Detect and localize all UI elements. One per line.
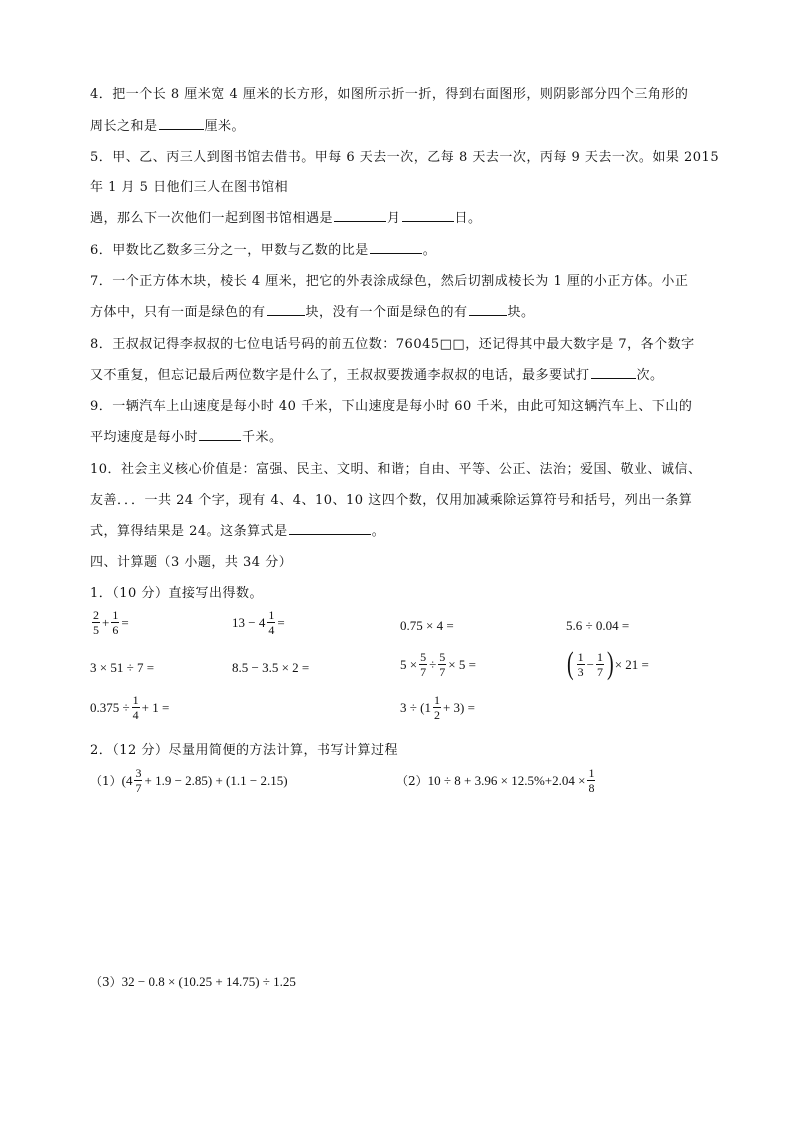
q8-line1: 8．王叔叔记得李叔叔的七位电话号码的前五位数：76045□□，还记得其中最大数字是 7，各个数字: [90, 337, 695, 352]
answer-blank[interactable]: [370, 241, 422, 254]
q8-end: 次。: [636, 368, 664, 383]
expr-2: 13 − 4 $\frac{1}{4}$ =: [232, 608, 285, 637]
q7-text-mid: 块，没有一个面是绿色的有: [305, 305, 468, 320]
q5-text: 遇，那么下一次他们一起到图书馆相遇是: [90, 211, 334, 226]
q10-line1: 10．社会主义核心价值是：富强、民主、文明、和谐；自由、平等、公正、法治；爱国、敬业、诚信、: [90, 462, 702, 477]
q5-line1: 5．甲、乙、丙三人到图书馆去借书。甲每 6 天去一次，乙每 8 天去一次，丙每 9 天去一次。如果 2015: [90, 150, 720, 165]
expr-7: 5 × $\frac{5}{7}$ ÷ $\frac{5}{7}$ × 5 =: [400, 650, 476, 679]
q7-line1: 7．一个正方体木块，棱长 4 厘米，把它的外表涂成绿色，然后切割成棱长为 1 厘的小正方体。小正: [90, 274, 689, 289]
q6-text: 6．甲数比乙数多三分之一，甲数与乙数的比是: [90, 243, 369, 258]
q9-text: 平均速度是每小时: [90, 430, 199, 445]
q5-month: 月: [387, 211, 401, 226]
problem1-title: 1．（10 分）直接写出得数。: [90, 586, 263, 601]
q6-end: 。: [422, 243, 437, 258]
q7-end: 块。: [507, 305, 535, 320]
answer-blank-day[interactable]: [402, 209, 454, 222]
q10-text: 式，算得结果是 24。这条算式是: [90, 524, 288, 539]
answer-blank-month[interactable]: [334, 209, 386, 222]
answer-blank-no-face[interactable]: [469, 303, 507, 316]
q5-line3: [90, 207, 482, 226]
answer-blank[interactable]: [199, 428, 241, 441]
q8-text: 又不重复，但忘记最后两位数字是什么了，王叔叔要拨通李叔叔的电话，最多要试打: [90, 368, 590, 383]
answer-blank[interactable]: [289, 522, 371, 535]
problem2-title: 2．（12 分）尽量用简便的方法计算，书写计算过程: [90, 743, 398, 758]
calc-3: （3） 32 − 0.8 × (10.25 + 14.75) ÷ 1.25: [90, 973, 296, 989]
q4-line2: [90, 115, 245, 134]
q8-line2: [90, 364, 664, 383]
expr-9: 0.375 ÷ $\frac{1}{4}$ + 1 =: [90, 693, 170, 722]
calc-1: （1） (4 $\frac{3}{7}$ + 1.9 − 2.85) + (1.1 − 2.15): [90, 766, 288, 795]
section-heading: 四、计算题（3 小题，共 34 分）: [90, 555, 293, 570]
q6-line: [90, 239, 436, 258]
answer-blank[interactable]: [591, 366, 636, 379]
q4-text: 周长之和是: [90, 119, 158, 134]
q5-line2: 年 1 月 5 日他们三人在图书馆相: [90, 180, 289, 195]
expr-1: $\frac{2}{5}$ + $\frac{1}{6}$ =: [93, 608, 129, 637]
calc-2: （2） 10 ÷ 8 + 3.96 × 12.5%+2.04 × $\frac{1}{8}$: [396, 766, 595, 795]
q7-line2: [90, 301, 535, 320]
q9-end: 千米。: [242, 430, 283, 445]
q10-line2: 友善．．．一共 24 个字，现有 4、4、10、10 这四个数，仅用加减乘除运算符号和括号，列出一条算: [90, 493, 693, 508]
q7-text: 方体中，只有一面是绿色的有: [90, 305, 266, 320]
q9-line1: 9．一辆汽车上山速度是每小时 40 千米，下山速度是每小时 60 千米，由此可知这辆汽车上、下山的: [90, 399, 693, 414]
answer-blank-one-face[interactable]: [267, 303, 305, 316]
q4-unit: 厘米。: [204, 119, 246, 134]
q5-day: 日。: [454, 211, 482, 226]
q10-line3: [90, 520, 385, 539]
expr-6: 8.5 − 3.5 × 2 =: [232, 660, 310, 675]
expr-4: 5.6 ÷ 0.04 =: [566, 618, 630, 633]
expr-5: 3 × 51 ÷ 7 =: [90, 660, 155, 675]
q9-line2: [90, 426, 283, 445]
q10-end: 。: [371, 524, 386, 539]
q4-line1: 4．把一个长 8 厘米宽 4 厘米的长方形，如图所示折一折，得到右面图形，则阴影部分四个三角形的: [90, 87, 689, 102]
expr-3: 0.75 × 4 =: [400, 618, 454, 633]
expr-8: ( $\frac{1}{3}$ − $\frac{1}{7}$ ) × 21 =: [567, 646, 649, 682]
answer-blank[interactable]: [159, 117, 204, 130]
expr-10: 3 ÷ (1 $\frac{1}{2}$ + 3) =: [400, 693, 475, 722]
